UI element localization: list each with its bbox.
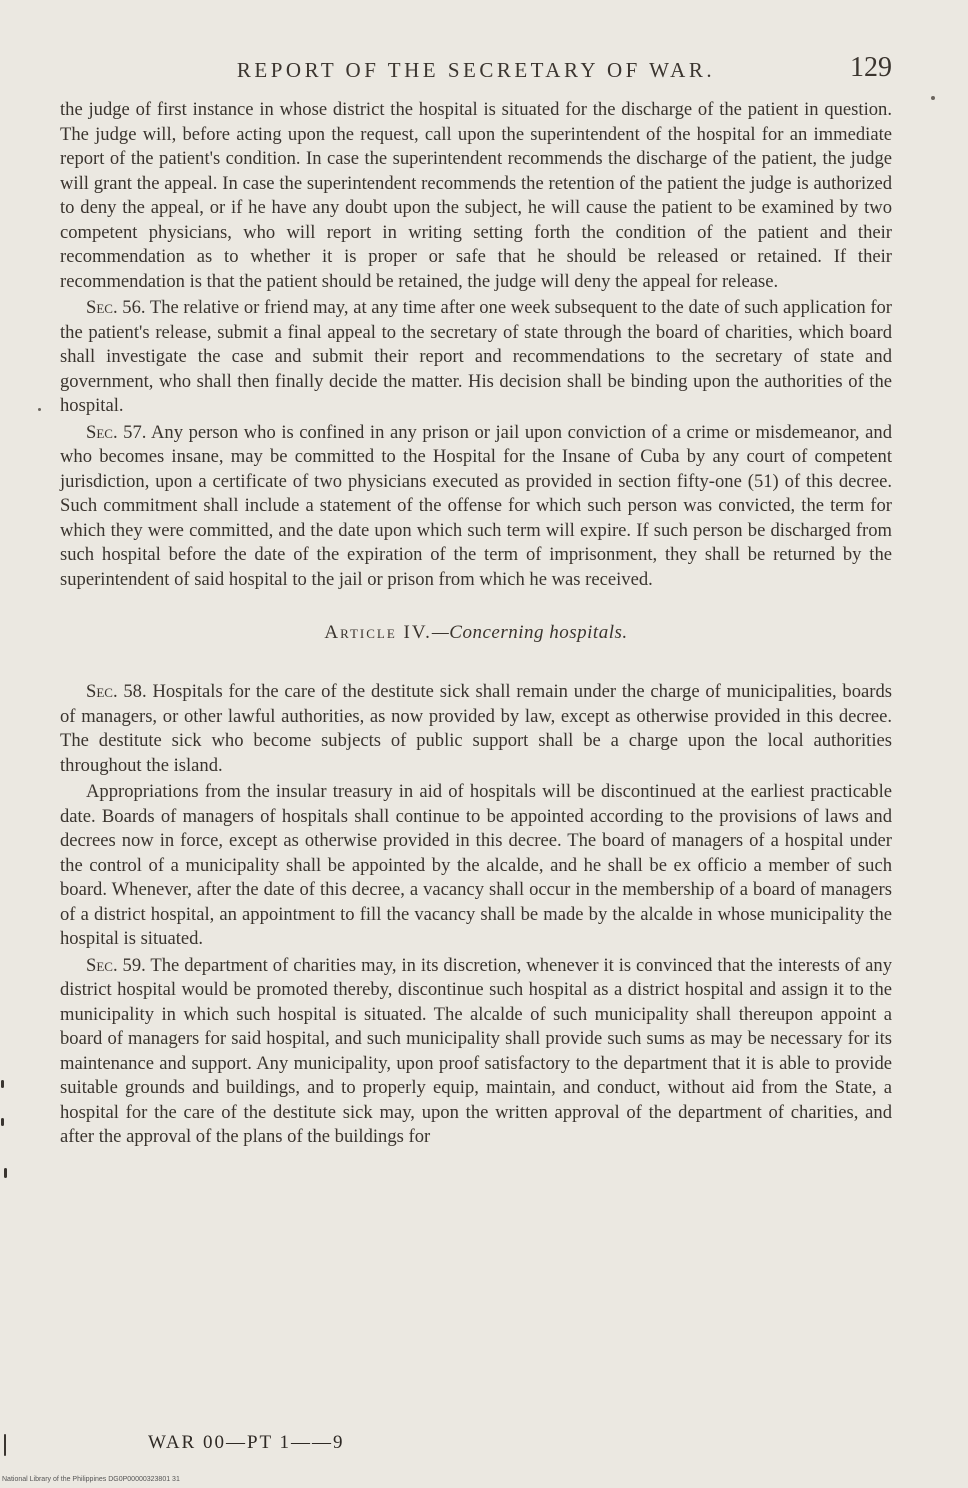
signature-line: WAR 00—PT 1——9 (148, 1432, 345, 1453)
margin-dot (38, 408, 41, 411)
section-number: Sec. 57. (86, 421, 147, 443)
margin-dot (931, 96, 935, 100)
page-body (60, 98, 892, 1150)
page-number: 129 (850, 52, 892, 83)
margin-mark (1, 1118, 4, 1126)
paragraph-continuation (60, 98, 892, 294)
running-title: REPORT OF THE SECRETARY OF WAR. (236, 58, 716, 82)
section-number: Sec. 58. (86, 681, 147, 702)
article-label: Article IV. (324, 622, 432, 643)
paragraph-sec-59 (60, 954, 892, 1150)
section-number: Sec. 59. (86, 954, 146, 976)
paragraph-text: The relative or friend may, at any time after one week subsequent to the date of such application for the patient's release, submit a final appeal to the secretary of state through the board of charities, which board shall investigate the case and submit their report and recommendations to the secretary of state and government, who shall then finally decide the matter. His decision shall be binding upon the authorities of the hospital. (60, 297, 892, 416)
paragraph-text: The department of charities may, in its discretion, whenever it is convinced that the interests of any district hospital would be promoted thereby, discontinue such hospital as a district hospital and assign it to the municipality in which such hospital is situated. The alcalde of such municipality shall thereupon appoint a board of managers for said hospital, and such municipality shall provide such sums as may be necessary for its maintenance and support. Any municipality, upon proof satisfactory to the department that it is able to provide suitable grounds and buildings, and to properly equip, maintain, and conduct, without aid from the State, a hospital for the care of the destitute sick may, upon the written approval of the department of charities, and after the approval of the plans of the buildings for (60, 954, 892, 1147)
library-watermark: National Library of the Philippines DG0P00000323801 31 (2, 1476, 180, 1483)
article-heading (60, 622, 892, 644)
margin-mark (1, 1080, 4, 1088)
paragraph-text: Any person who is confined in any prison or jail upon conviction of a crime or misdemeanor, and who becomes insane, may be committed to the Hospital for the Insane of Cuba by any court of competent jurisdiction, upon a certificate of two physicians executed as provided in section fifty-one (51) of this decree. Such commitment shall include a statement of the offense for which such person was convicted, the term for which they were committed, and the date upon which such term will expire. If such person be discharged from such hospital before the date of the expiration of the term of imprisonment, they shall be returned by the superintendent of said hospital to the jail or prison from which he was received. (60, 421, 893, 590)
paragraph-text: the judge of first instance in whose district the hospital is situated for the discharge of the patient in question. The judge will, before acting upon the request, call upon the superintendent of the hospital for an immediate report of the patient's condition. In case the superintendent recommends the discharge of the patient, the judge will grant the appeal. In case the superintendent recommends the retention of the patient the judge is authorized to deny the appeal, or if he have any doubt upon the subject, he will cause the patient to be examined by two competent physicians, who will report in writing setting forth the condition of the patient and their recommendation as to whether it is proper or safe that he should be released or retained. If their recommendation is that the patient should be retained, the judge will deny the appeal for release. (60, 99, 892, 292)
paragraph-sec-56 (60, 296, 892, 419)
paragraph-text: Hospitals for the care of the destitute sick shall remain under the charge of municipalities, boards of managers, or other lawful authorities, as now provided by law, except as otherwise provided in this decree. The destitute sick who become subjects of public support shall be a charge upon the local authorities throughout the island. (60, 681, 893, 776)
margin-mark (4, 1434, 6, 1456)
paragraph-sec-58 (60, 680, 892, 778)
margin-mark (4, 1168, 7, 1178)
running-header (60, 52, 892, 92)
paragraph-appropriations (60, 780, 892, 952)
paragraph-text: Appropriations from the insular treasury in aid of hospitals will be discontinued at the earliest practicable date. Boards of managers of hospitals shall continue to be appointed according to the provisions of laws and decrees now in force, except as otherwise provided in this decree. The board of managers of a hospital under the control of a municipality shall be appointed by the alcalde, and he shall be ex officio a member of such board. Whenever, after the date of this decree, a vacancy shall occur in the membership of a board of managers of a district hospital, an appointment to fill the vacancy shall be made by the alcalde in whose municipality the hospital is situated. (60, 781, 892, 949)
article-subtitle: —Concerning hospitals. (431, 622, 628, 643)
section-number: Sec. 56. (86, 297, 146, 318)
paragraph-sec-57 (60, 421, 892, 593)
